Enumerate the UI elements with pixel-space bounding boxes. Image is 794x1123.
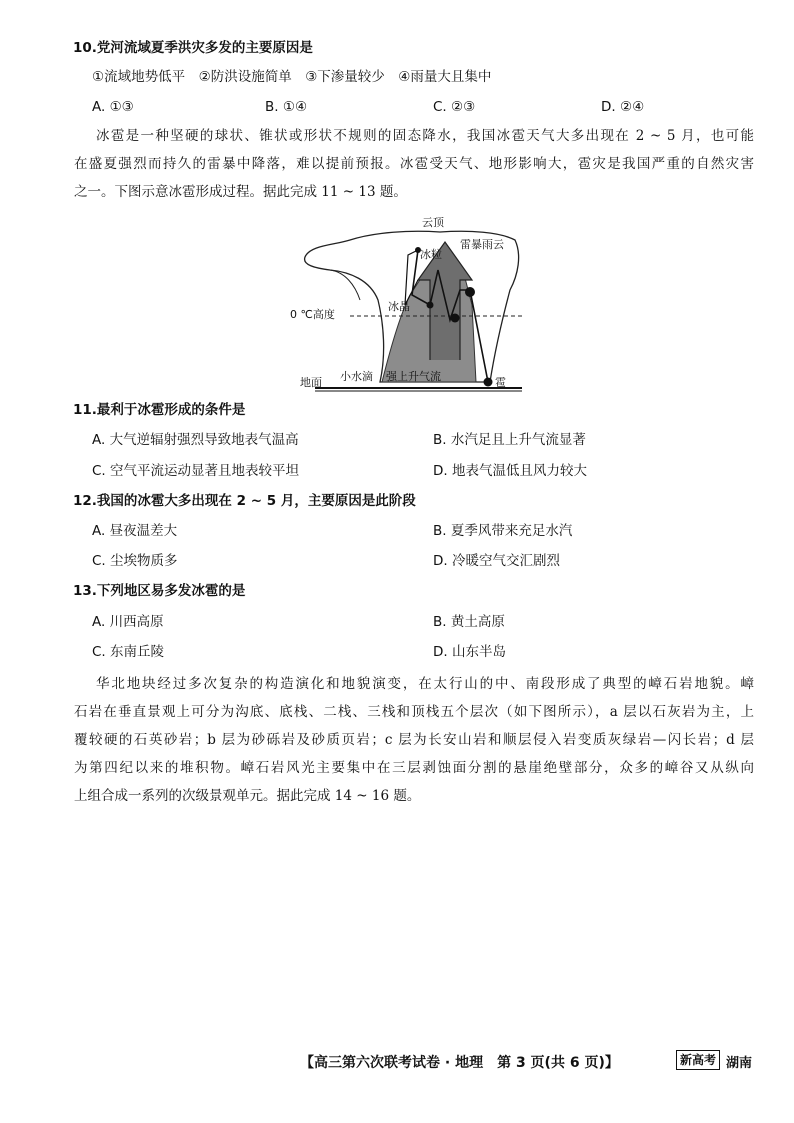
passage-zhangshiyan-line: 为第四纪以来的堆积物。嶂石岩风光主要集中在三层剥蚀面分割的悬崖绝壁部分，众多的嶂谷又从纵向 [74,760,754,776]
question-12-option-c: C. 尘埃物质多 [92,553,178,569]
question-13-option-a: A. 川西高原 [92,614,164,630]
passage-hail-line: 在盛夏强烈而持久的雷暴中降落，难以提前预报。冰雹受天气、地形影响大，雹灾是我国严重的自然灾害 [74,156,754,172]
passage-hail-line: 之一。下图示意冰雹形成过程。据此完成 11 ~ 13 题。 [74,184,407,200]
ice-particle [427,302,434,309]
question-10-items: ①流域地势低平 ②防洪设施简单 ③下渗量较少 ④雨量大且集中 [92,69,492,85]
page-footer-title: 【高三第六次联考试卷 · 地理 第 3 页(共 6 页)】 [300,1055,619,1071]
question-12-option-b: B. 夏季风带来充足水汽 [433,523,573,539]
question-11-stem: 11.最利于冰雹形成的条件是 [73,402,246,418]
question-12-option-d: D. 冷暖空气交汇剧烈 [433,553,560,569]
label-ice-grain: 冰粒 [420,248,442,261]
question-13-stem: 13.下列地区易多发冰雹的是 [73,583,246,599]
question-10-option-c: C. ②③ [433,99,476,115]
question-12-stem: 12.我国的冰雹大多出现在 2 ~ 5 月，主要原因是此阶段 [73,493,416,509]
question-11-option-d: D. 地表气温低且风力较大 [433,463,587,479]
label-ice-nucleus: 冰晶 [388,300,410,313]
label-storm-cloud: 雷暴雨云 [460,238,504,251]
passage-zhangshiyan-line: 上组合成一系列的次级景观单元。据此完成 14 ~ 16 题。 [74,788,421,804]
ice-particle [451,314,460,323]
passage-zhangshiyan-line: 覆较硬的石英砂岩；b 层为砂砾岩及砂质页岩；c 层为长安山岩和顺层侵入岩变质灰绿岩—闪长岩；d 层 [74,732,754,748]
question-11-option-b: B. 水汽足且上升气流显著 [433,432,586,448]
label-freezing-level: 0 ℃高度 [290,308,335,321]
passage-zhangshiyan [74,674,754,806]
label-water-droplet: 小水滴 [340,370,373,383]
label-ground: 地面 [300,376,322,389]
question-13-option-c: C. 东南丘陵 [92,644,165,660]
hail-formation-diagram [290,210,530,400]
hailstone [484,378,493,387]
question-13-option-d: D. 山东半岛 [433,644,506,660]
question-10-option-b: B. ①④ [265,99,308,115]
question-12-option-a: A. 昼夜温差大 [92,523,178,539]
label-cloud-top: 云顶 [422,216,444,229]
question-10-stem: 10.党河流域夏季洪灾多发的主要原因是 [73,40,313,56]
passage-zhangshiyan-line: 华北地块经过多次复杂的构造演化和地貌演变，在太行山的中、南段形成了典型的嶂石岩地貌。嶂 [96,676,754,692]
passage-hail [74,126,754,202]
ice-particle [465,287,475,297]
question-11-option-c: C. 空气平流运动显著且地表较平坦 [92,463,300,479]
exam-type-badge: 新高考 [676,1050,720,1070]
label-updraft: 强上升气流 [386,370,441,383]
exam-region: 湖南 [726,1056,753,1071]
question-10-option-a: A. ①③ [92,99,134,115]
passage-zhangshiyan-line: 石岩在垂直景观上可分为沟底、底栈、二栈、三栈和顶栈五个层次（如下图所示），a 层以石灰岩为主，上 [74,704,754,720]
cloud-left-edge [330,270,360,300]
passage-hail-line: 冰雹是一种坚硬的球状、锥状或形状不规则的固态降水，我国冰雹天气大多出现在 2 ~ 5 月，也可能 [96,128,754,144]
label-hail: 雹 [495,376,506,389]
question-11-option-a: A. 大气逆辐射强烈导致地表气温高 [92,432,299,448]
question-10-option-d: D. ②④ [601,99,645,115]
question-13-option-b: B. 黄土高原 [433,614,505,630]
